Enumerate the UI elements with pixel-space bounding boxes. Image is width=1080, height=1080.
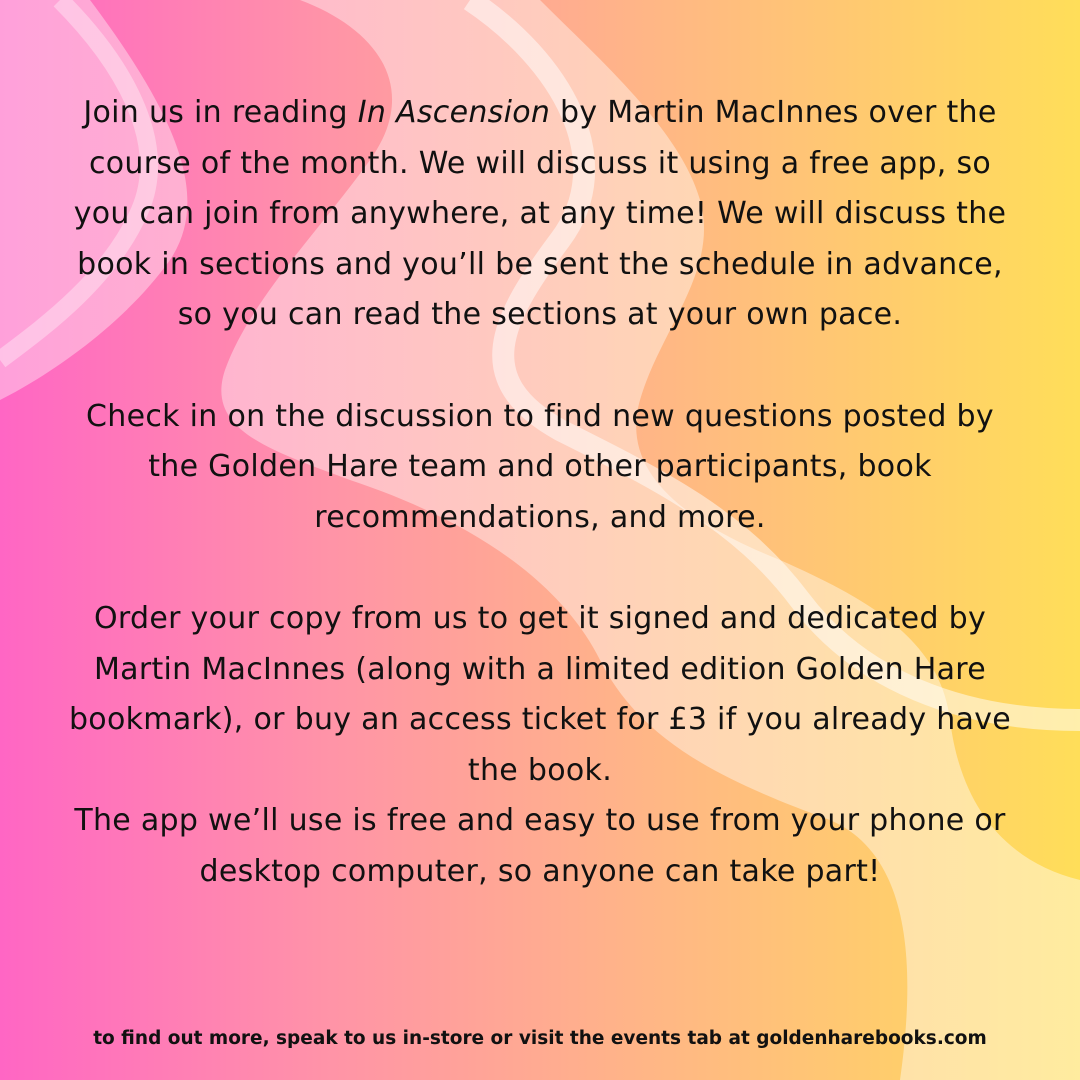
paragraph-app: The app we’ll use is free and easy to use from your phone or desktop computer, so anyone can take part! — [74, 803, 1006, 889]
intro-rest: by Martin MacInnes over the course of the month. We will discuss it using a free app, so you can join from anywhere, at any time! We will discuss the book in sections and you’ll be sent the schedule in advance, so you can read the sections at your own pace. — [73, 95, 1007, 333]
spacer — [60, 543, 1020, 594]
book-title: In Ascension — [357, 95, 551, 130]
announcement-text — [60, 88, 1020, 898]
spacer — [60, 341, 1020, 392]
paragraph-order: Order your copy from us to get it signed and dedicated by Martin MacInnes (along with a limited edition Golden Hare bookmark), or buy an access ticket for £3 if you already have the book. — [68, 600, 1012, 788]
intro-lead: Join us in reading — [83, 95, 358, 130]
paragraph-discussion: Check in on the discussion to find new questions posted by the Golden Hare team and other participants, book recommendations, and more. — [86, 398, 994, 535]
paragraph-intro — [60, 88, 1020, 341]
footer-note: to find out more, speak to us in-store or visit the events tab at goldenharebooks.com — [93, 1028, 987, 1049]
